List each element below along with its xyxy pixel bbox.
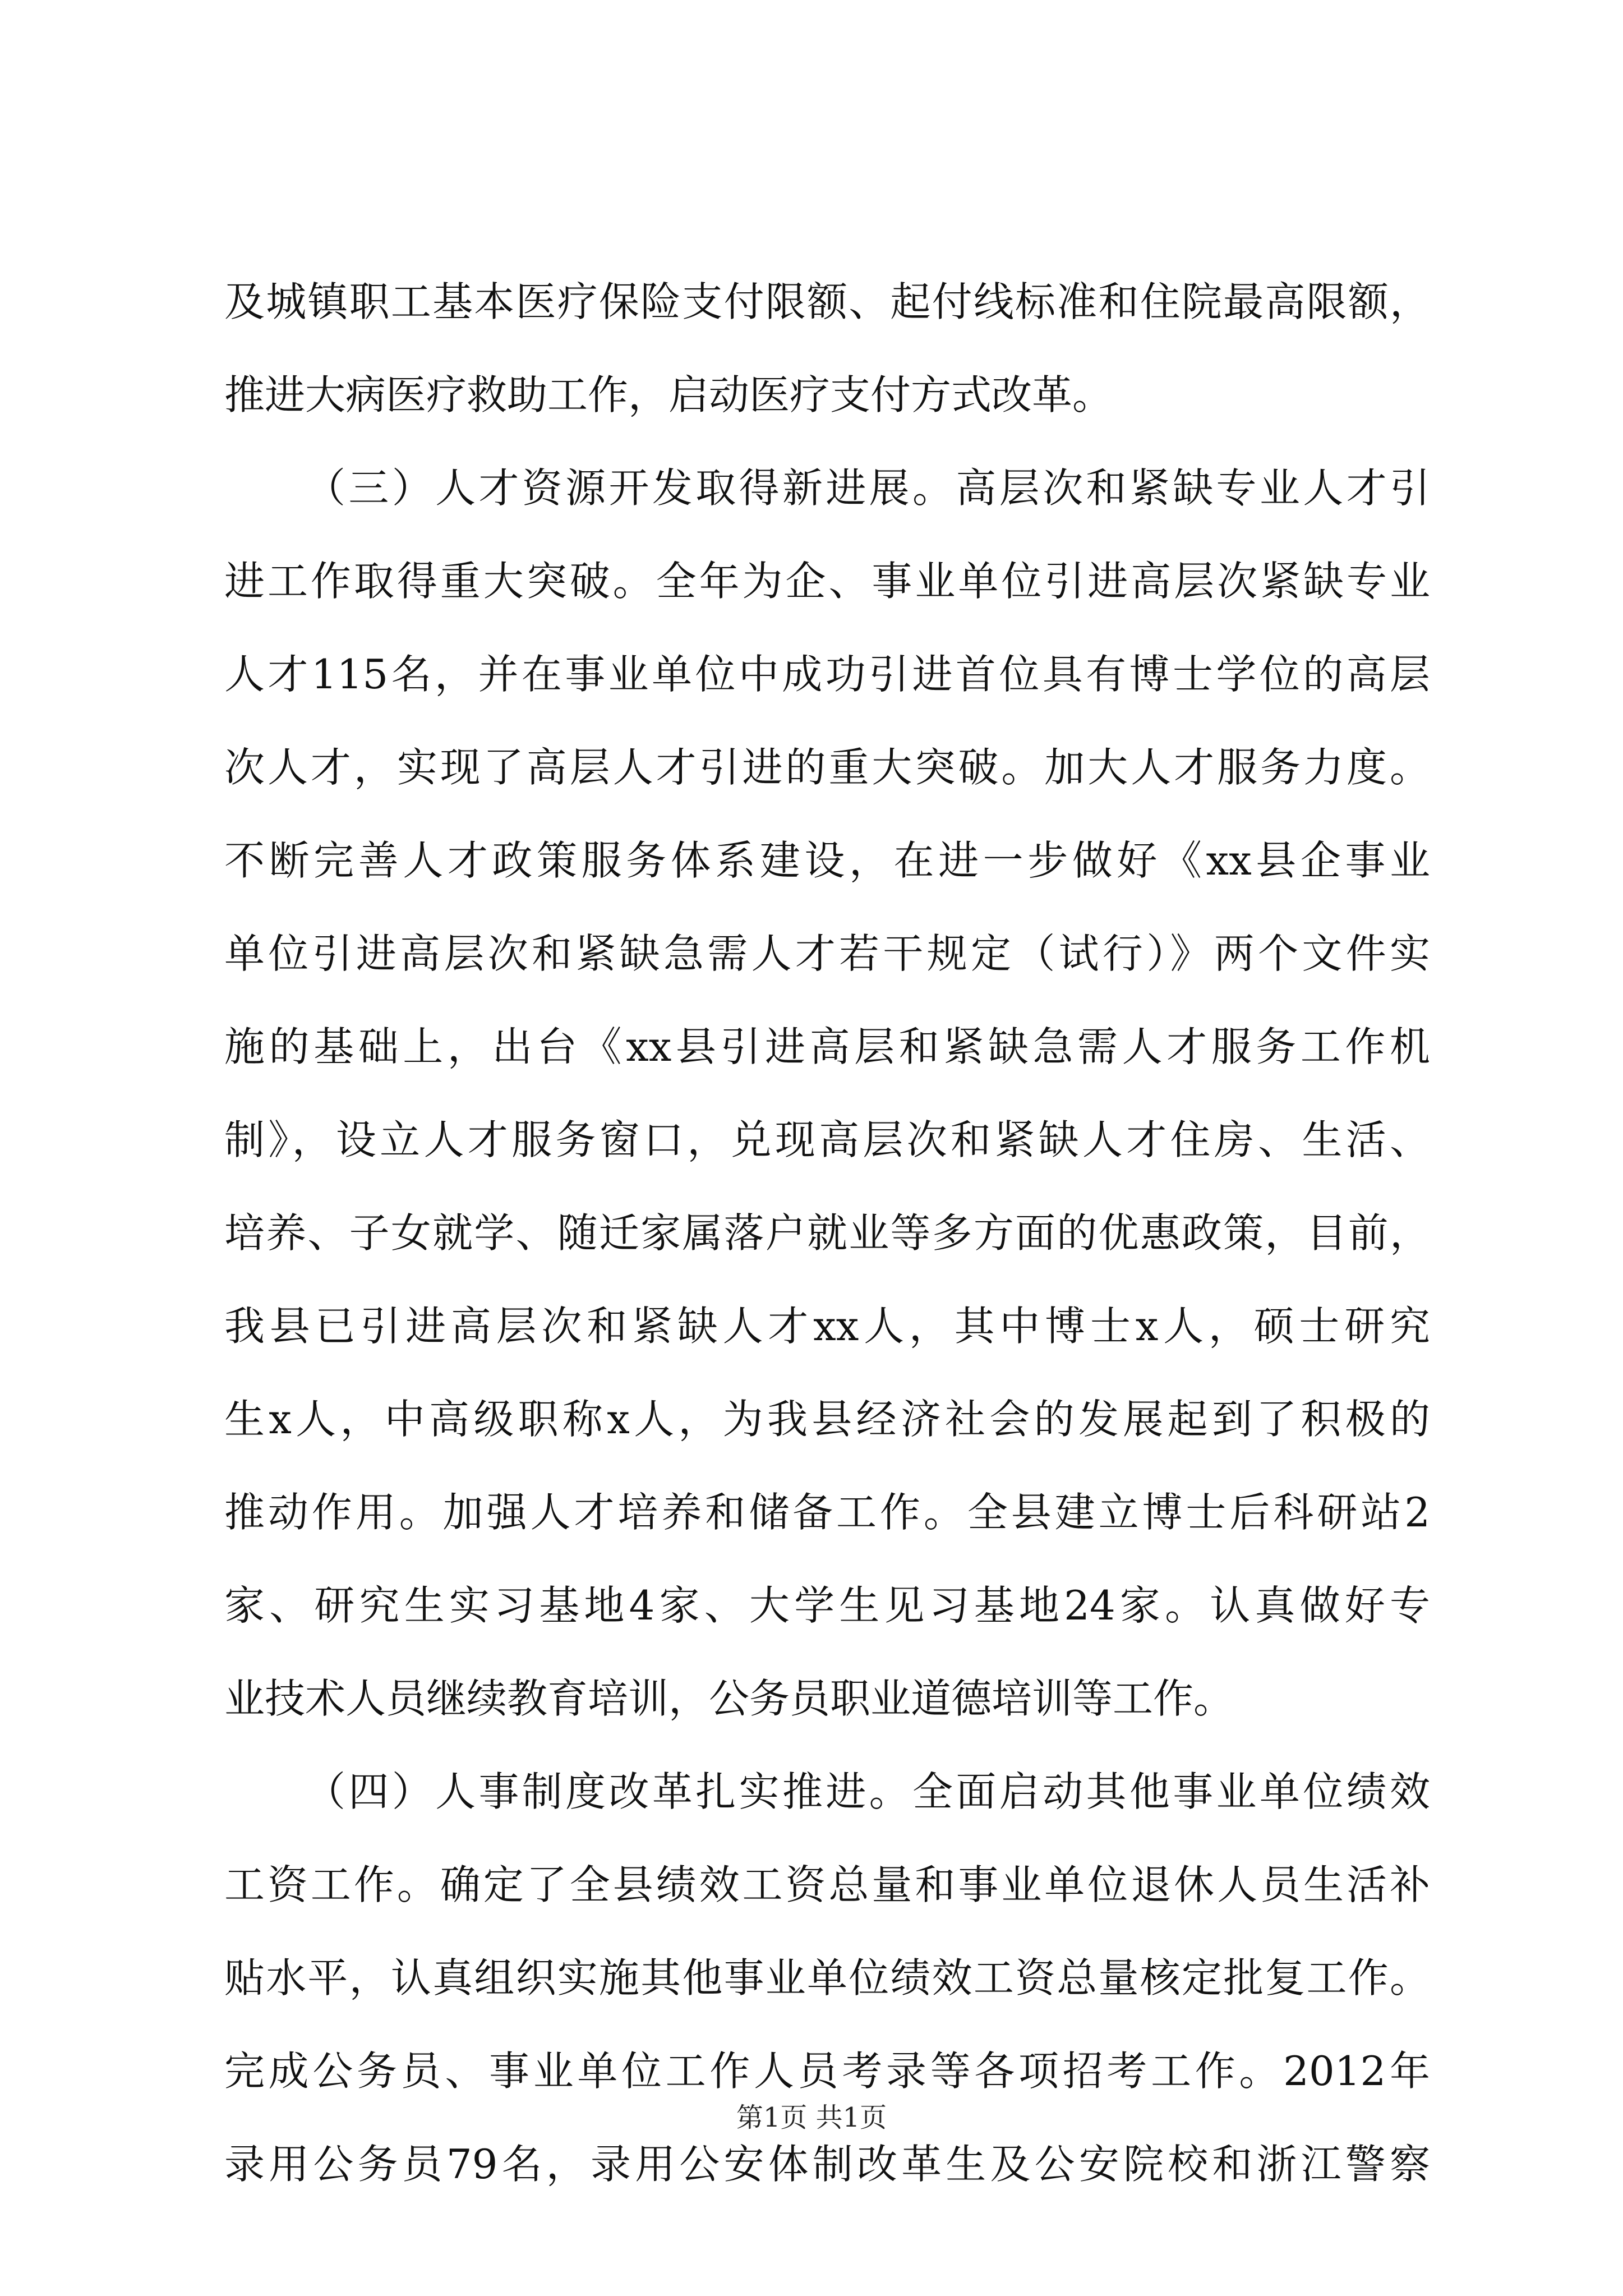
- text-line: 完成公务员、事业单位工作人员考录等各项招考工作。2012年: [224, 2047, 1430, 2095]
- text-line: 培养、子女就学、随迁家属落户就业等多方面的优惠政策，目前，: [224, 1209, 1430, 1257]
- text-line: 推进大病医疗救助工作，启动医疗支付方式改革。: [224, 371, 1113, 418]
- text-line: 生x人，中高级职称x人，为我县经济社会的发展起到了积极的: [224, 1396, 1430, 1443]
- text-line: 单位引进高层次和紧缺急需人才若干规定（试行）》两个文件实: [224, 930, 1430, 977]
- text-line: 人才115名，并在事业单位中成功引进首位具有博士学位的高层: [224, 651, 1430, 698]
- text-line: 业技术人员继续教育培训，公务员职业道德培训等工作。: [224, 1675, 1234, 1722]
- text-line: 制》，设立人才服务窗口，兑现高层次和紧缺人才住房、生活、: [224, 1116, 1430, 1163]
- text-line: 不断完善人才政策服务体系建设，在进一步做好《xx县企事业: [224, 837, 1430, 884]
- text-line: 次人才，实现了高层人才引进的重大突破。加大人才服务力度。: [224, 744, 1430, 791]
- text-line: （四）人事制度改革扎实推进。全面启动其他事业单位绩效: [305, 1768, 1430, 1815]
- text-line: 及城镇职工基本医疗保险支付限额、起付线标准和住院最高限额，: [224, 278, 1430, 325]
- text-line: 进工作取得重大突破。全年为企、事业单位引进高层次紧缺专业: [224, 558, 1430, 605]
- text-line: （三）人才资源开发取得新进展。高层次和紧缺专业人才引: [305, 464, 1430, 512]
- document-body: [224, 255, 1430, 2211]
- page-number: 第1页 共1页: [736, 2102, 887, 2133]
- text-line: 贴水平，认真组织实施其他事业单位绩效工资总量核定批复工作。: [224, 1954, 1430, 2001]
- text-line: 我县已引进高层次和紧缺人才xx人，其中博士x人，硕士研究: [224, 1303, 1430, 1350]
- text-line: 工资工作。确定了全县绩效工资总量和事业单位退休人员生活补: [224, 1861, 1430, 1908]
- text-line: 推动作用。加强人才培养和储备工作。全县建立博士后科研站2: [224, 1489, 1430, 1536]
- text-line: 家、研究生实习基地4家、大学生见习基地24家。认真做好专: [224, 1582, 1430, 1629]
- page-footer: [0, 2101, 1623, 2134]
- text-line: 录用公务员79名，录用公安体制改革生及公安院校和浙江警察: [224, 2141, 1430, 2188]
- text-line: 施的基础上，出台《xx县引进高层和紧缺急需人才服务工作机: [224, 1023, 1430, 1070]
